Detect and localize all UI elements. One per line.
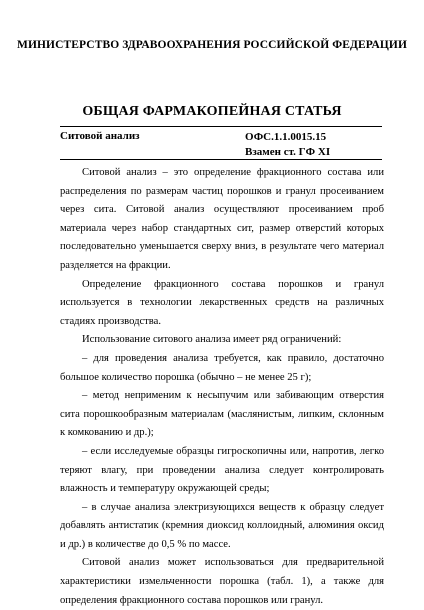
article-name: Ситовой анализ xyxy=(60,130,140,142)
paragraph: Ситовой анализ может использоваться для предварительной характеристики измельченности порошка (табл. 1), а также для определения фракционного состава порошков или гранул. xyxy=(60,557,384,606)
paragraph: Использование ситового анализа имеет ряд ограничений: xyxy=(82,334,342,346)
list-item: – для проведения анализа требуется, как правило, достаточно большое количество порошка (обычно – не менее 25 г); xyxy=(60,352,384,383)
article-code: ОФС.1.1.0015.15 xyxy=(245,131,327,143)
article-body xyxy=(60,164,384,610)
article-type-title: ОБЩАЯ ФАРМАКОПЕЙНАЯ СТАТЬЯ xyxy=(82,104,342,119)
divider-bottom xyxy=(60,159,382,160)
replaces-note: Взамен ст. ГФ XI xyxy=(245,146,331,158)
article-code-block xyxy=(245,130,330,160)
list-item: – если исследуемые образцы гигроскопичны или, напротив, легко теряют влагу, при проведении анализа следует контролировать влажность и температуру окружающей среды; xyxy=(60,445,384,495)
paragraph: Определение фракционного состава порошков и гранул используется в технологии лекарственных средств на различных стадиях производства. xyxy=(60,278,384,327)
divider-top xyxy=(60,126,382,127)
list-item: – метод неприменим к несыпучим или забивающим отверстия сита порошкообразным материалам (маслянистым, липким, склонным к комкованию и др.); xyxy=(60,390,384,439)
paragraph: Ситовой анализ – это определение фракционного состава или распределения по размерам частиц порошков и гранул просеиванием через сита. Ситовой анализ осуществляют просеиванием проб материала через набор стандартных сит, размер отверстий которых последовательно уменьшается сверху вниз, в результате чего материал разделяется на фракции. xyxy=(60,167,384,271)
list-item: – в случае анализа электризующихся веществ к образцу следует добавлять антистатик (кремния диоксид коллоидный, алюминия оксид и др.) в количестве до 0,5 % по массе. xyxy=(60,501,384,550)
ministry-heading: МИНИСТЕРСТВО ЗДРАВООХРАНЕНИЯ РОССИЙСКОЙ ФЕДЕРАЦИИ xyxy=(16,39,407,51)
